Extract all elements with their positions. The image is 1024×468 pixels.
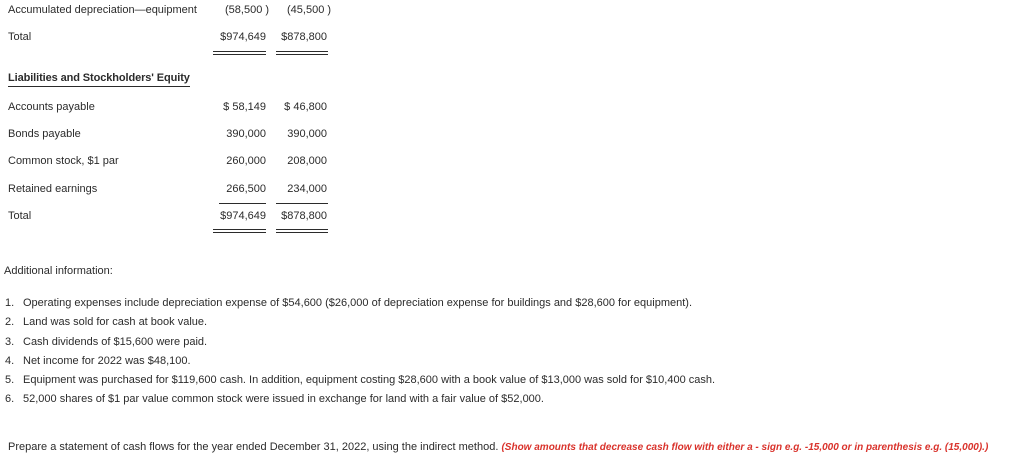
- assets-total-2022-double-rule-bottom: [213, 54, 266, 55]
- liabilities-heading: Liabilities and Stockholders' Equity: [8, 72, 190, 84]
- liabilities-total-2022: $974,649: [220, 210, 266, 222]
- list-item: [0, 335, 715, 354]
- liability-row-label: Retained earnings: [8, 183, 98, 195]
- liabilities-total-2021: $878,800: [281, 210, 327, 222]
- liabilities-total-2022-double-rule-bottom: [213, 232, 266, 233]
- list-item-number: 4.: [5, 354, 15, 367]
- liability-row-label: Common stock, $1 par: [8, 155, 119, 167]
- liability-row-2021: 390,000: [287, 128, 327, 140]
- accumulated-depreciation-label: Accumulated depreciation—equipment: [8, 4, 197, 16]
- retained-earnings-2021-rule: [276, 203, 328, 204]
- liabilities-total-label: Total: [8, 210, 32, 222]
- liability-row-2022: $ 58,149: [223, 101, 266, 113]
- liability-row-2021: $ 46,800: [284, 101, 327, 113]
- list-item: [0, 354, 715, 373]
- liability-row-2021: 208,000: [287, 155, 327, 167]
- list-item-text: Operating expenses include depreciation expense of $54,600 ($26,000 of depreciation expense for buildings and $28,600 for equipment).: [23, 297, 693, 309]
- liability-row-2022: 390,000: [226, 128, 266, 140]
- list-item-text: Cash dividends of $15,600 were paid.: [23, 335, 208, 348]
- retained-earnings-2022-rule: [219, 203, 266, 204]
- liability-row-2021: 234,000: [287, 183, 327, 195]
- assets-total-label: Total: [8, 31, 32, 43]
- accumulated-depreciation-2022: (58,500 ): [225, 4, 270, 16]
- list-item-number: 1.: [5, 297, 15, 309]
- additional-info-list: [0, 296, 715, 412]
- list-item-number: 2.: [5, 316, 15, 329]
- liabilities-heading-underline: [8, 86, 190, 87]
- list-item: [0, 373, 715, 392]
- liability-row-2022: 266,500: [226, 183, 266, 195]
- list-item-text: Net income for 2022 was $48,100.: [23, 354, 191, 367]
- additional-info-heading: Additional information:: [4, 265, 113, 277]
- assets-total-2021: $878,800: [281, 31, 327, 43]
- liability-row-label: Accounts payable: [8, 101, 95, 113]
- liability-row-label: Bonds payable: [8, 128, 81, 140]
- assets-total-2022-double-rule-top: [213, 51, 266, 52]
- assets-total-2021-double-rule-bottom: [276, 54, 328, 55]
- instruction-note: (Show amounts that decrease cash flow with either a - sign e.g. -15,000 or in parenthesis e.g. (15,000).): [501, 442, 989, 453]
- list-item: [0, 392, 715, 411]
- accumulated-depreciation-2021: (45,500 ): [287, 4, 332, 16]
- list-item: [0, 296, 715, 315]
- list-item-text: 52,000 shares of $1 par value common stock were issued in exchange for land with a fair value of $52,000.: [23, 393, 544, 406]
- instruction-text: Prepare a statement of cash flows for the year ended December 31, 2022, using the indirect method.: [8, 441, 499, 453]
- list-item-number: 3.: [5, 335, 15, 348]
- liabilities-total-2022-double-rule-top: [213, 229, 266, 230]
- liabilities-total-2021-double-rule-top: [276, 229, 328, 230]
- list-item-number: 5.: [5, 374, 15, 387]
- list-item: [0, 315, 715, 334]
- instruction-prompt: [8, 441, 988, 453]
- list-item-text: Land was sold for cash at book value.: [23, 316, 208, 329]
- liabilities-total-2021-double-rule-bottom: [276, 232, 328, 233]
- assets-total-2022: $974,649: [220, 31, 266, 43]
- list-item-number: 6.: [5, 393, 15, 406]
- assets-total-2021-double-rule-top: [276, 51, 328, 52]
- liability-row-2022: 260,000: [226, 155, 266, 167]
- list-item-text: Equipment was purchased for $119,600 cash. In addition, equipment costing $28,600 with a book value of $13,000 was sold for $10,400 cash.: [23, 374, 716, 387]
